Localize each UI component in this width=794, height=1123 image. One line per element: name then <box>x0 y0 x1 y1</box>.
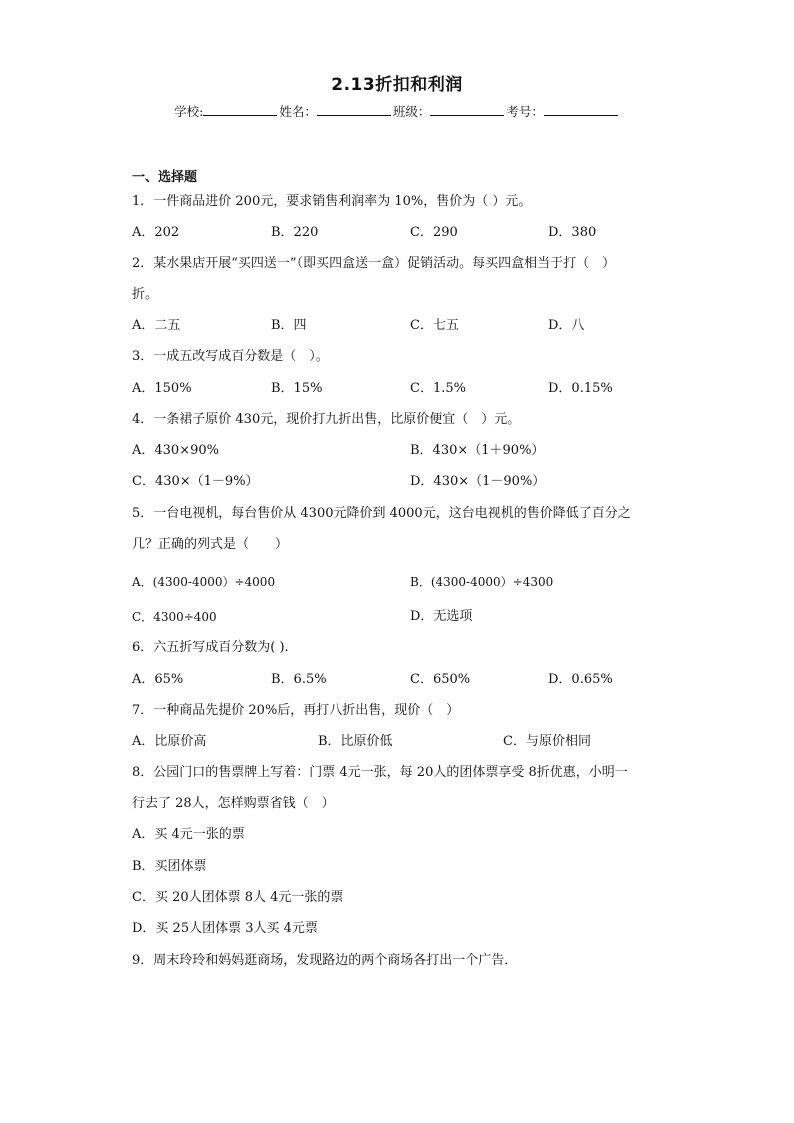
question-5-option-d[interactable]: D．无选项 <box>410 609 473 624</box>
question-8-option-b[interactable]: B．买团体票 <box>132 859 207 874</box>
question-5-option-b[interactable]: B．(4300-4000）÷4300 <box>410 575 554 589</box>
exam-no-label: 考号： <box>506 104 544 119</box>
question-1-stem: 1．一件商品进价 200元，要求销售利润率为 10%，售价为（ ）元。 <box>132 194 532 209</box>
question-7-option-b[interactable]: B．比原价低 <box>318 734 393 749</box>
question-5-stem-line-2: 几？正确的列式是（ ） <box>132 537 289 552</box>
question-7-stem: 7．一种商品先提价 20%后，再打八折出售，现价（ ） <box>132 703 460 718</box>
question-2-option-c[interactable]: C．七五 <box>410 318 459 333</box>
question-3-option-a[interactable]: A．150% <box>132 381 192 396</box>
question-7-option-c[interactable]: C．与原价相同 <box>503 734 591 749</box>
question-8-stem-line-1: 8．公园门口的售票牌上写着：门票 4元一张，每 20人的团体票享受 8折优惠，小明一 <box>132 765 628 780</box>
question-1-option-b[interactable]: B．220 <box>271 225 319 240</box>
student-info-line <box>0 102 794 120</box>
question-1-option-d[interactable]: D．380 <box>548 225 597 240</box>
question-4-option-d[interactable]: D．430×（1－90%） <box>410 474 546 489</box>
question-9-stem: 9．周末玲玲和妈妈逛商场，发现路边的两个商场各打出一个广告． <box>132 953 518 968</box>
question-5-option-a[interactable]: A．(4300-4000）÷4000 <box>132 575 276 589</box>
page-title: 2.13折扣和利润 <box>331 75 463 95</box>
question-2-option-d[interactable]: D．八 <box>548 318 585 333</box>
question-5-option-c[interactable]: C．4300÷400 <box>132 610 217 624</box>
question-2-stem-line-2: 折。 <box>132 287 159 302</box>
question-4-option-b[interactable]: B．430×（1＋90%） <box>410 443 545 458</box>
school-blank[interactable] <box>203 103 277 116</box>
question-2-option-a[interactable]: A．二五 <box>132 318 181 333</box>
question-1-option-c[interactable]: C．290 <box>410 225 458 240</box>
question-6-option-c[interactable]: C．650% <box>410 672 471 687</box>
class-label: 班级： <box>392 104 431 119</box>
question-3-option-c[interactable]: C．1.5% <box>410 381 466 396</box>
question-1-option-a[interactable]: A．202 <box>132 225 180 240</box>
name-label: 姓名： <box>279 104 317 119</box>
question-6-option-d[interactable]: D．0.65% <box>548 672 613 687</box>
school-label: 学校: <box>174 104 204 119</box>
question-6-option-b[interactable]: B．6.5% <box>271 672 327 687</box>
question-2-option-b[interactable]: B．四 <box>271 318 307 333</box>
question-4-option-c[interactable]: C．430×（1－9%） <box>132 474 259 489</box>
question-8-option-c[interactable]: C．买 20人团体票 8人 4元一张的票 <box>132 890 344 905</box>
section-title: 一、选择题 <box>132 170 198 185</box>
question-8-option-a[interactable]: A．买 4元一张的票 <box>132 827 245 842</box>
question-3-option-b[interactable]: B．15% <box>271 381 323 396</box>
class-blank[interactable] <box>430 103 504 116</box>
question-3-stem: 3．一成五改写成百分数是（ ）。 <box>132 349 329 364</box>
question-7-option-a[interactable]: A．比原价高 <box>132 734 207 749</box>
question-8-stem-line-2: 行去了 28人，怎样购票省钱（ ） <box>132 796 335 811</box>
question-4-stem: 4．一条裙子原价 430元，现价打九折出售，比原价便宜（ ）元。 <box>132 412 521 427</box>
question-8-option-d[interactable]: D．买 25人团体票 3人买 4元票 <box>132 921 318 936</box>
question-5-stem-line-1: 5．一台电视机，每台售价从 4300元降价到 4000元，这台电视机的售价降低了百分之 <box>132 506 631 521</box>
question-4-option-a[interactable]: A．430×90% <box>132 443 219 458</box>
question-2-stem-line-1: 2．某水果店开展“买四送一”（即买四盒送一盒）促销活动。每买四盒相当于打（ ） <box>132 256 616 271</box>
question-3-option-d[interactable]: D．0.15% <box>548 381 613 396</box>
exam-no-blank[interactable] <box>544 103 618 116</box>
question-6-option-a[interactable]: A．65% <box>132 672 184 687</box>
name-blank[interactable] <box>317 103 391 116</box>
question-6-stem: 6．六五折写成百分数为( ). <box>132 640 289 655</box>
